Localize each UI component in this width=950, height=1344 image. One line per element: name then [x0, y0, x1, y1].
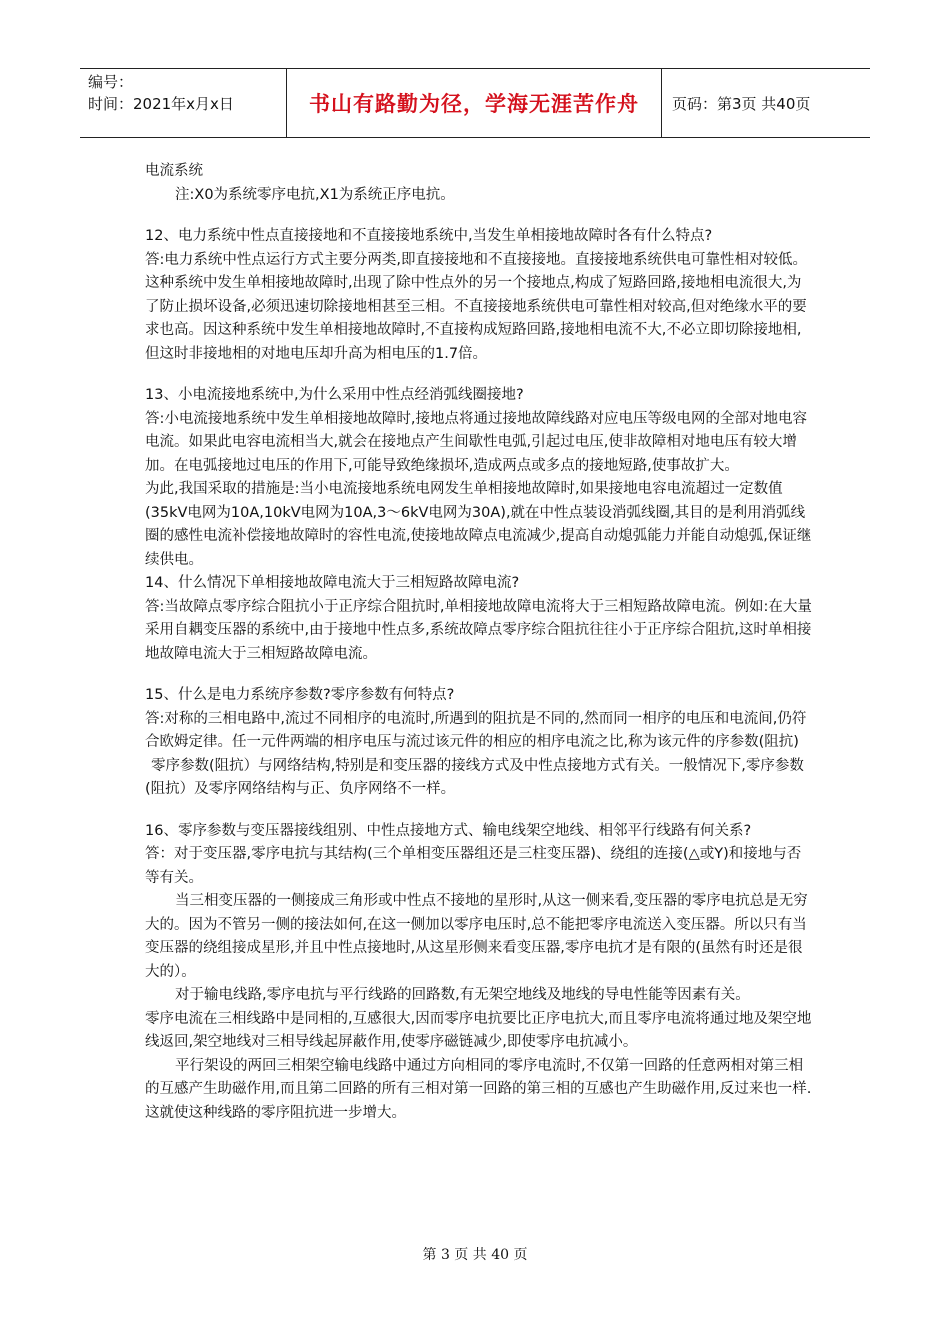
answer-paragraph: 对于输电线路,零序电抗与平行线路的回路数,有无架空地线及地线的导电性能等因素有关。 — [175, 987, 750, 1003]
paragraph: 电流系统 — [145, 163, 203, 179]
answer-paragraph: 答:电力系统中性点运行方式主要分两类,即直接接地和不直接接地。直接接地系统供电可靠性相对较低。这种系统中发生单相接地故障时,出现了除中性点外的另一个接地点,构成了短路回路,接地相电流很大,为了防止损坏设备,必须迅速切除接地相甚至三相。不直接接地系统供电可靠性相对较高,但对绝缘水平的要求也高。因这种系统中发生单相接地故障时,不直接构成短路回路,接地相电流不大,不必立即切除接地相,但这时非接地相的对地电压却升高为相电压的1.7倍。 — [145, 251, 807, 362]
question-heading: 13、小电流接地系统中,为什么采用中性点经消弧线圈接地? — [145, 387, 524, 403]
answer-paragraph: 零序电流在三相线路中是同相的,互感很大,因而零序电抗要比正序电抗大,而且零序电流将通过地及架空地线返回,架空地线对三相导线起屏蔽作用,使零序磁链减少,即使零序电抗减小。 — [145, 1010, 812, 1050]
document-body — [145, 160, 813, 1125]
answer-paragraph: 为此,我国采取的措施是:当小电流接地系统电网发生单相接地故障时,如果接地电容电流超过一定数值(35kV电网为10A,10kV电网为10A,3～6kV电网为30A),就在中性点装设消弧线圈,其目的是利用消弧线圈的感性电流补偿接地故障时的容性电流,使接地故障点电流减少,提高自动熄弧能力并能自动熄弧,保证继续供电。 — [145, 481, 812, 568]
answer-paragraph: 答:对称的三相电路中,流过不同相序的电流时,所遇到的阻抗是不同的,然而同一相序的电压和电流间,仍符合欧姆定律。任一元件两端的相序电压与流过该元件的相应的相序电流之比,称为该元件的序参数(阻抗) — [145, 710, 807, 750]
header-motto-cell — [287, 69, 662, 137]
document-date: 时间：2021年x月x日 — [88, 95, 234, 113]
answer-paragraph: 答：对于变压器,零序电抗与其结构(三个单相变压器组还是三柱变压器)、绕组的连接(△或Y)和接地与否等有关。 — [145, 846, 802, 886]
answer-paragraph: 当三相变压器的一侧接成三角形或中性点不接地的星形时,从这一侧来看,变压器的零序电抗总是无穷大的。因为不管另一侧的接法如何,在这一侧加以零序电压时,总不能把零序电流送入变压器。所以只有当变压器的绕组接成星形,并且中性点接地时,从这星形侧来看变压器,零序电抗才是有限的(虽然有时还是很大的）。 — [145, 893, 808, 980]
question-heading: 12、电力系统中性点直接接地和不直接接地系统中,当发生单相接地故障时各有什么特点? — [145, 228, 713, 244]
answer-paragraph: 平行架设的两回三相架空输电线路中通过方向相同的零序电流时,不仅第一回路的任意两相对第三相的互感产生助磁作用,而且第二回路的所有三相对第一回路的第三相的互感也产生助磁作用,反过来也一样.这就使这种线路的零序阻抗进一步增大。 — [145, 1057, 812, 1121]
header-meta — [80, 69, 287, 137]
answer-paragraph: 答:当故障点零序综合阻抗小于正序综合阻抗时,单相接地故障电流将大于三相短路故障电流。例如:在大量采用自耦变压器的系统中,由于接地中性点多,系统故障点零序综合阻抗往往小于正序综合阻抗,这时单相接地故障电流大于三相短路故障电流。 — [145, 598, 812, 662]
page-footer: 第 3 页 共 40 页 — [422, 1247, 528, 1263]
motto: 书山有路勤为径，学海无涯苦作舟 — [309, 92, 639, 116]
answer-paragraph: 零序参数(阻抗）与网络结构,特别是和变压器的接线方式及中性点接地方式有关。一般情况下,零序参数(阻抗）及零序网络结构与正、负序网络不一样。 — [145, 757, 804, 797]
question-heading: 14、什么情况下单相接地故障电流大于三相短路故障电流? — [145, 575, 520, 591]
header-page-info-cell — [662, 69, 870, 137]
answer-paragraph: 答:小电流接地系统中发生单相接地故障时,接地点将通过接地故障线路对应电压等级电网的全部对地电容电流。如果此电容电流相当大,就会在接地点产生间歇性电弧,引起过电压,使非故障相对地电压有较大增加。在电弧接地过电压的作用下,可能导致绝缘损坏,造成两点或多点的接地短路,使事故扩大。 — [145, 410, 807, 474]
question-heading: 16、零序参数与变压器接线组别、中性点接地方式、输电线架空地线、相邻平行线路有何关系? — [145, 822, 752, 839]
question-heading: 15、什么是电力系统序参数?零序参数有何特点? — [145, 687, 455, 703]
page-header — [80, 68, 870, 138]
document-number: 编号： — [88, 73, 134, 91]
note: 注:X0为系统零序电抗,X1为系统正序电抗。 — [175, 186, 455, 203]
page-info: 页码：第3页 共40页 — [672, 94, 811, 113]
